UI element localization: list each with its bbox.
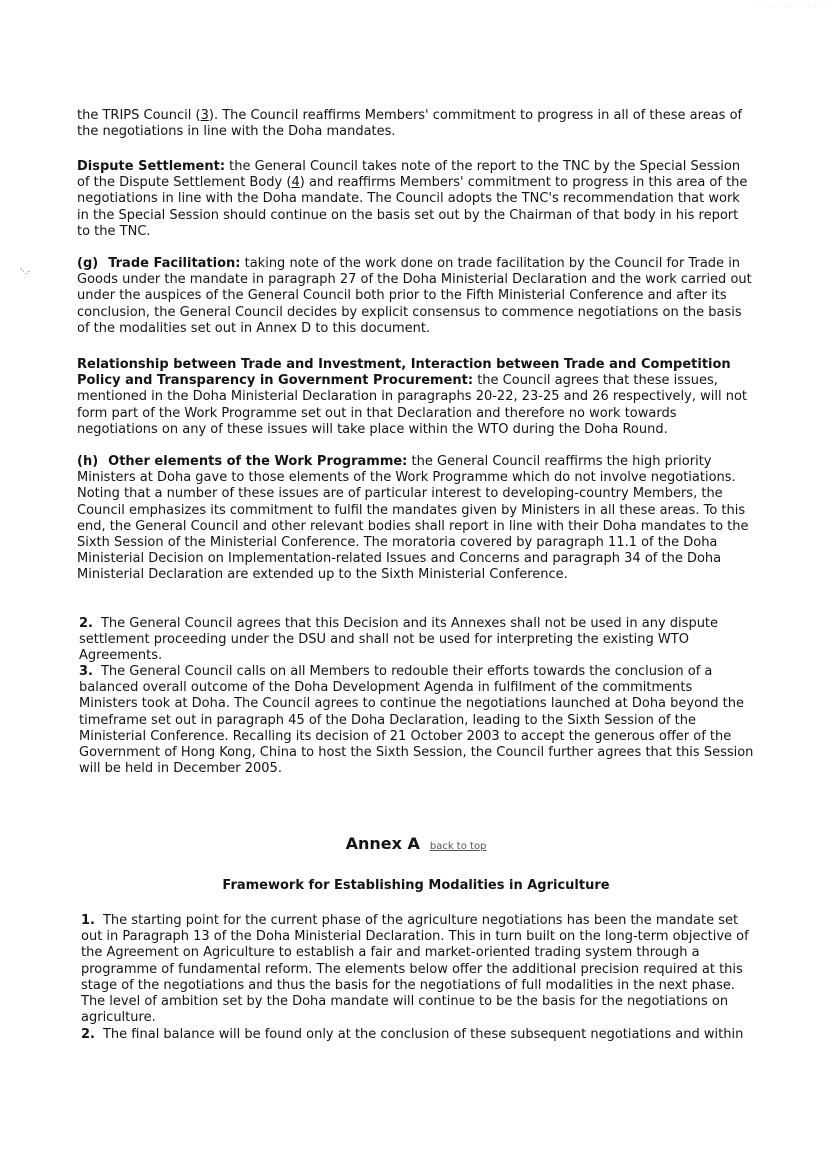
scan-artifact: · · · · · · · · · · · · · [755,4,828,11]
paragraph-other-elements: (h) Other elements of the Work Programme: the General Council reaffirms the high priority Ministers at Doha gave to those elements of the Work Programme which do not involve negotiations. Noting that a number of these issues are of particular interest to developing-country Members, the Council emphasizes its commitment to fulfil the mandates given by Ministers in all these areas. To this end, the General Council and other relevant bodies shall report in line with their Doha mandates to the Sixth Session of the Ministerial Conference. The moratoria covered by paragraph 11.1 of the Doha Ministerial Decision on Implementation-related Issues and Concerns and paragraph 34 of the Doha Ministerial Declaration are extended up to the Sixth Ministerial Conference. [77,454,749,583]
scan-mark: '·.- [20,267,31,276]
footnote-link-3[interactable]: 3 [200,108,209,123]
annex-paragraph-1: 1. The starting point for the current phase of the agriculture negotiations has been the mandate set out in Paragraph 13 of the Doha Ministerial Declaration. This in turn built on the long-term objective of the Agreement on Agriculture to establish a fair and market-oriented trading system through a programme of fundamental reform. The elements below offer the additional precision required at this stage of the negotiations and thus the basis for the negotiations of full modalities in the next phase. The level of ambition set by the Doha mandate will continue to be the basis for the negotiations on agriculture. [81,913,749,1026]
annex-heading [0,836,832,855]
paragraph-number: 1. [81,913,95,928]
paragraph-trade-facilitation: (g) Trade Facilitation: taking note of the work done on trade facilitation by the Council for Trade in Goods under the mandate in paragraph 27 of the Doha Ministerial Declaration and the work carried out under the auspices of the General Council both prior to the Fifth Ministerial Conference and after its conclusion, the General Council decides by explicit consensus to commence negotiations on the basis of the modalities set out in Annex D to this document. [77,256,752,336]
annex-subtitle: Framework for Establishing Modalities in Agriculture [222,878,610,893]
footnote-link-4[interactable]: 4 [291,175,300,191]
paragraph-number: 2. [81,1027,95,1042]
paragraph-singapore-issues: Relationship between Trade and Investment, Interaction between Trade and Competition Policy and Transparency in Government Procurement: the Council agrees that these issues, mentioned in the Doha Ministerial Declaration in paragraphs 20-22, 23-25 and 26 respectively, will not form part of the Work Programme set out in that Declaration and therefore no work towards negotiations on any of these issues will take place within the WTO during the Doha Round. [77,357,748,437]
dispute-settlement-heading: Dispute Settlement: [77,159,226,174]
paragraph-dispute-settlement: Dispute Settlement: the General Council takes note of the report to the TNC by the Special Session of the Dispute Settlement Body (4) and reaffirms Members' commitment to progress in this area of the negotiations in line with the Doha mandate. The Council adopts the TNC's recommendation that work in the Special Session should continue on the basis set out by the Chairman of that body in his report to the TNC. [77,159,748,239]
back-to-top-link[interactable]: back to top [429,841,487,852]
annex-title: Annex A [345,834,420,853]
other-elements-heading: Other elements of the Work Programme: [108,454,408,469]
item-label-g: (g) [77,256,99,271]
paragraph-trips-council: the TRIPS Council (3). The Council reaffirms Members' commitment to progress in all of these areas of the negotiations in line with the Doha mandates. [77,108,743,140]
paragraph-2: 2. The General Council agrees that this Decision and its Annexes shall not be used in any dispute settlement proceeding under the DSU and shall not be used for interpreting the existing WTO Agreements. [79,616,719,664]
paragraph-3: 3. The General Council calls on all Members to redouble their efforts towards the conclusion of a balanced overall outcome of the Doha Development Agenda in fulfilment of the commitments Ministers took at Doha. The Council agrees to continue the negotiations launched at Doha beyond the timeframe set out in paragraph 45 of the Doha Declaration, leading to the Sixth Session of the Ministerial Conference. Recalling its decision of 21 October 2003 to accept the generous offer of the Government of Hong Kong, China to host the Sixth Session, the Council further agrees that this Session will be held in December 2005. [79,664,754,777]
paragraph-number: 2. [79,616,93,631]
paragraph-number: 3. [79,664,93,679]
item-label-h: (h) [77,454,99,469]
trade-facilitation-heading: Trade Facilitation: [108,256,241,271]
singapore-issues-heading: Relationship between Trade and Investment, Interaction between Trade and Competition Policy and Transparency in Government Procurement: [77,357,731,389]
annex-paragraph-2: 2. The final balance will be found only at the conclusion of these subsequent negotiations and within [81,1027,744,1042]
